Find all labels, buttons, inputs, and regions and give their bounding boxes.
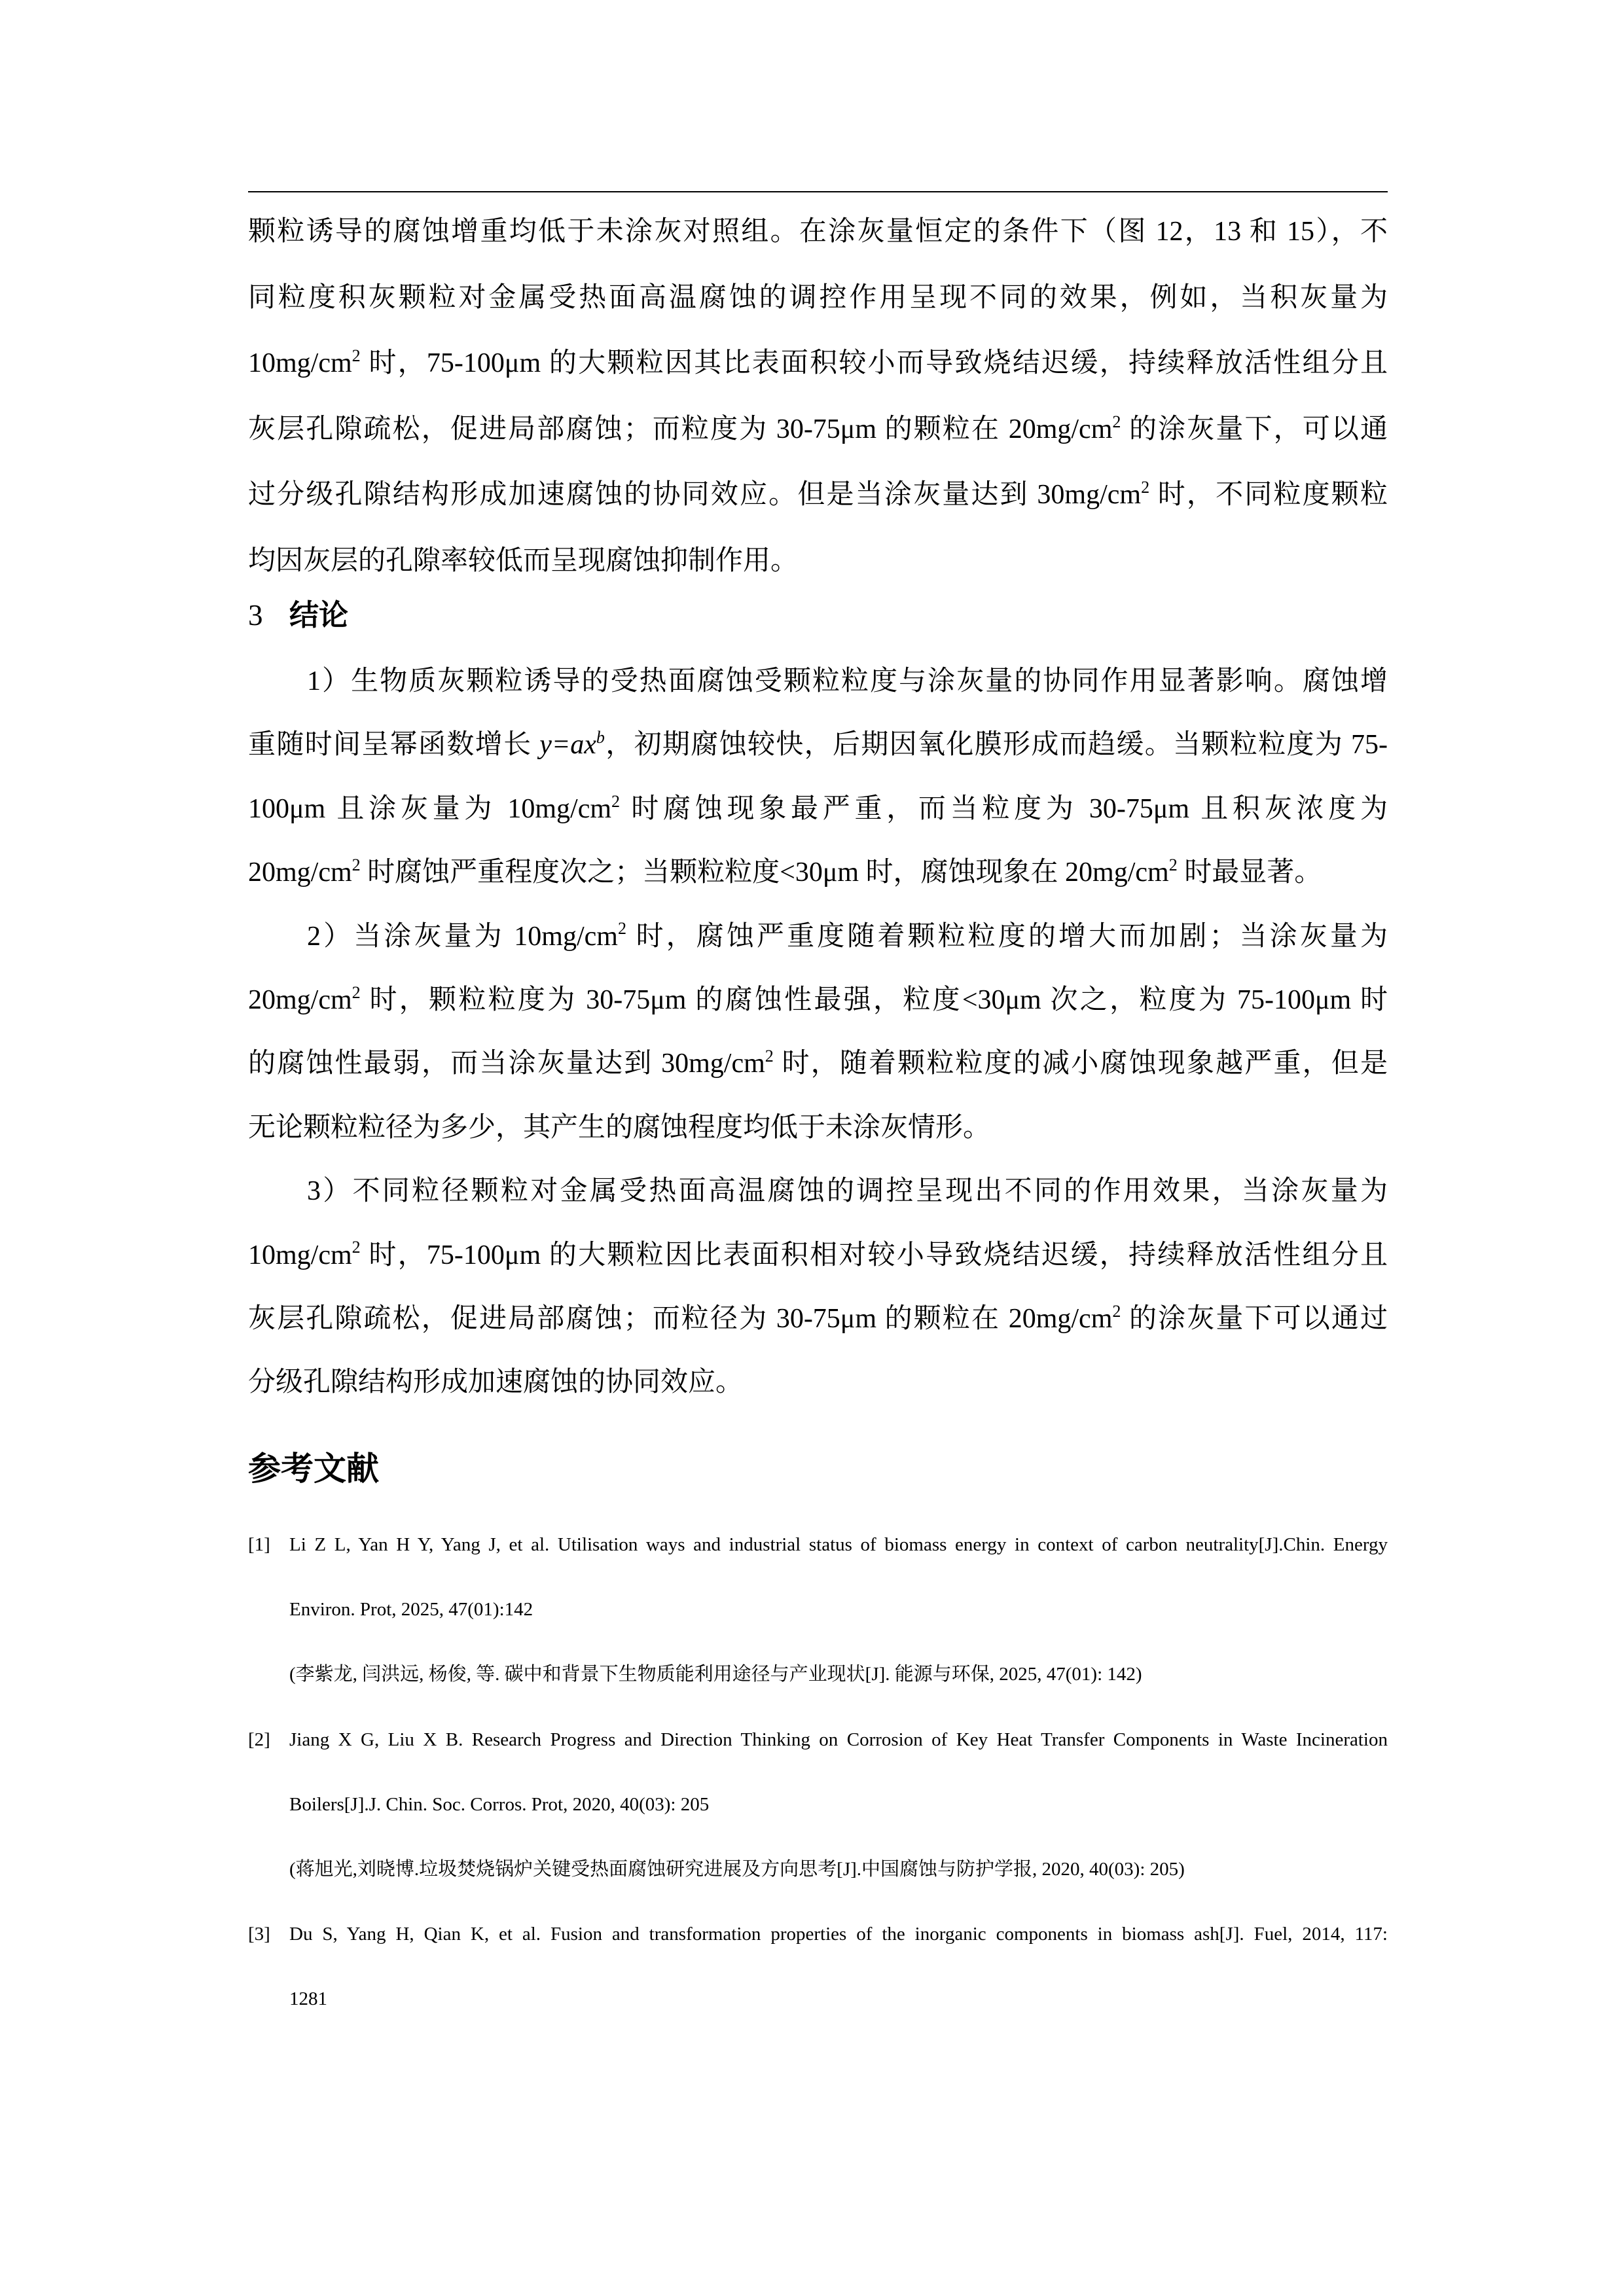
text-line — [248, 265, 1388, 331]
conclusion-3-line — [248, 1224, 1388, 1287]
conclusion-2-line — [248, 905, 1388, 969]
text-line — [248, 528, 1388, 594]
superscript: 2 — [611, 791, 621, 811]
text-line — [248, 397, 1388, 463]
superscript: 2 — [1168, 855, 1178, 875]
text-run: 时，颗粒粒度为 30-75μm 的腐蚀性最强，粒度<30μm 次之，粒度为 75-100μm 时 — [360, 984, 1388, 1015]
text-run: 时腐蚀严重程度次之；当颗粒粒度<30μm 时，腐蚀现象在 20mg/cm — [360, 857, 1169, 888]
references-heading: 参考文献 — [248, 1450, 379, 1487]
text-run: 20mg/cm — [248, 857, 352, 888]
text-run: 3）不同粒径颗粒对金属受热面高温腐蚀的调控呈现出不同的作用效果，当涂灰量为 — [307, 1176, 1388, 1207]
superscript: 2 — [352, 982, 361, 1002]
superscript: 2 — [765, 1047, 774, 1066]
reference-translation: (蒋旭光,刘晓博.垃圾焚烧锅炉关键受热面腐蚀研究进展及方向思考[J].中国腐蚀与防护学报, 2020, 40(03): 205) — [289, 1858, 1185, 1880]
reference-text — [289, 1708, 1388, 1903]
reference-item — [248, 1902, 1388, 2032]
reference-line: Jiang X G, Liu X B. Research Progress and Direction Thinking on Corrosion of Key Heat Transfer Components in Waste Incineration — [289, 1729, 1388, 1750]
text-run: 时最显著。 — [1177, 857, 1322, 888]
text-run: 的腐蚀性最弱，而当涂灰量达到 30mg/cm — [248, 1049, 765, 1079]
text-line — [248, 331, 1388, 397]
reference-item — [248, 1513, 1388, 1708]
text-run: 20mg/cm — [248, 984, 352, 1015]
text-run: 时，75-100μm 的大颗粒因其比表面积较小而导致烧结迟缓，持续释放活性组分且 — [360, 348, 1388, 379]
superscript: 2 — [352, 346, 361, 366]
conclusion-3-line — [248, 1351, 1388, 1414]
text-run: 1）生物质灰颗粒诱导的受热面腐蚀受颗粒粒度与涂灰量的协同作用显著影响。腐蚀增 — [307, 666, 1388, 696]
reference-line: Li Z L, Yan H Y, Yang J, et al. Utilisation ways and industrial status of biomass energy in context of carbon neutrality[J].Chin. Energy — [289, 1534, 1388, 1555]
superscript: 2 — [1112, 1301, 1121, 1321]
text-run: 10mg/cm — [248, 1240, 352, 1270]
section-heading — [248, 583, 348, 647]
text-run: 10mg/cm — [248, 348, 352, 379]
conclusion-2-line — [248, 969, 1388, 1032]
reference-item — [248, 1708, 1388, 1903]
formula-exponent: b — [596, 728, 605, 747]
section-number: 3 — [248, 599, 263, 632]
superscript: 2 — [352, 1238, 361, 1257]
superscript: 2 — [352, 855, 361, 875]
text-run: ，初期腐蚀较快，后期因氧化膜形成而趋缓。当颗粒粒度为 75- — [604, 730, 1388, 761]
intro-paragraph — [248, 199, 1388, 594]
text-run: 时，75-100μm 的大颗粒因比表面积相对较小导致烧结迟缓，持续释放活性组分且 — [360, 1240, 1388, 1270]
references-list — [248, 1513, 1388, 2032]
superscript: 2 — [1112, 412, 1121, 431]
text-run: 的涂灰量下可以通过 — [1121, 1303, 1388, 1334]
conclusion-2-line — [248, 1096, 1388, 1160]
text-run: 均因灰层的孔隙率较低而呈现腐蚀抑制作用。 — [248, 545, 799, 576]
reference-line: Boilers[J].J. Chin. Soc. Corros. Prot, 2020, 40(03): 205 — [289, 1793, 710, 1815]
reference-line: 1281 — [289, 1988, 327, 2010]
text-line — [248, 199, 1388, 265]
text-run: 颗粒诱导的腐蚀增重均低于未涂灰对照组。在涂灰量恒定的条件下（图 12，13 和 15），不 — [248, 217, 1388, 247]
section-title: 结论 — [289, 599, 349, 632]
text-run: 无论颗粒粒径为多少，其产生的腐蚀程度均低于未涂灰情形。 — [248, 1112, 991, 1143]
reference-text — [289, 1513, 1388, 1708]
header-rule — [248, 191, 1388, 192]
text-run: 重随时间呈幂函数增长 — [248, 730, 540, 761]
text-run: 100μm 且涂灰量为 10mg/cm — [248, 793, 612, 824]
reference-label: [3] — [248, 1924, 270, 1945]
conclusion-2-line — [248, 1032, 1388, 1096]
text-run: 时腐蚀现象最严重，而当粒度为 30-75μm 且积灰浓度为 — [620, 793, 1388, 824]
text-run: 时，腐蚀严重度随着颗粒粒度的增大而加剧；当涂灰量为 — [626, 921, 1388, 952]
text-run: 过分级孔隙结构形成加速腐蚀的协同效应。但是当涂灰量达到 30mg/cm — [248, 480, 1142, 511]
conclusion-1-line — [248, 713, 1388, 777]
formula: y=ax — [539, 730, 596, 761]
conclusions-body — [248, 650, 1388, 1415]
reference-line: Du S, Yang H, Qian K, et al. Fusion and transformation properties of the inorganic components in biomass ash[J]. Fuel, 2014, 117: — [289, 1924, 1388, 1945]
reference-label: [1] — [248, 1534, 270, 1555]
text-run: 同粒度积灰颗粒对金属受热面高温腐蚀的调控作用呈现不同的效果，例如，当积灰量为 — [248, 282, 1388, 313]
conclusion-3-line — [248, 1160, 1388, 1223]
text-run: 灰层孔隙疏松，促进局部腐蚀；而粒度为 30-75μm 的颗粒在 20mg/cm — [248, 414, 1113, 444]
conclusion-3-line — [248, 1287, 1388, 1351]
text-run: 分级孔隙结构形成加速腐蚀的协同效应。 — [248, 1367, 744, 1398]
conclusion-1-line — [248, 778, 1388, 841]
text-run: 灰层孔隙疏松，促进局部腐蚀；而粒径为 30-75μm 的颗粒在 20mg/cm — [248, 1303, 1113, 1334]
reference-label: [2] — [248, 1729, 270, 1750]
conclusion-1-line — [248, 650, 1388, 713]
superscript: 2 — [1141, 478, 1150, 497]
text-line — [248, 462, 1388, 528]
text-run: 2）当涂灰量为 10mg/cm — [307, 921, 618, 952]
reference-text — [289, 1902, 1388, 2032]
text-run: 的涂灰量下，可以通 — [1121, 414, 1388, 444]
text-run: 时，随着颗粒粒度的减小腐蚀现象越严重，但是 — [773, 1049, 1388, 1079]
superscript: 2 — [617, 919, 626, 939]
conclusion-1-line — [248, 841, 1388, 905]
reference-line: Environ. Prot, 2025, 47(01):142 — [289, 1599, 533, 1621]
text-run: 时，不同粒度颗粒 — [1149, 480, 1388, 511]
reference-translation: (李紫龙, 闫洪远, 杨俊, 等. 碳中和背景下生物质能利用途径与产业现状[J]. 能源与环保, 2025, 47(01): 142) — [289, 1664, 1142, 1685]
